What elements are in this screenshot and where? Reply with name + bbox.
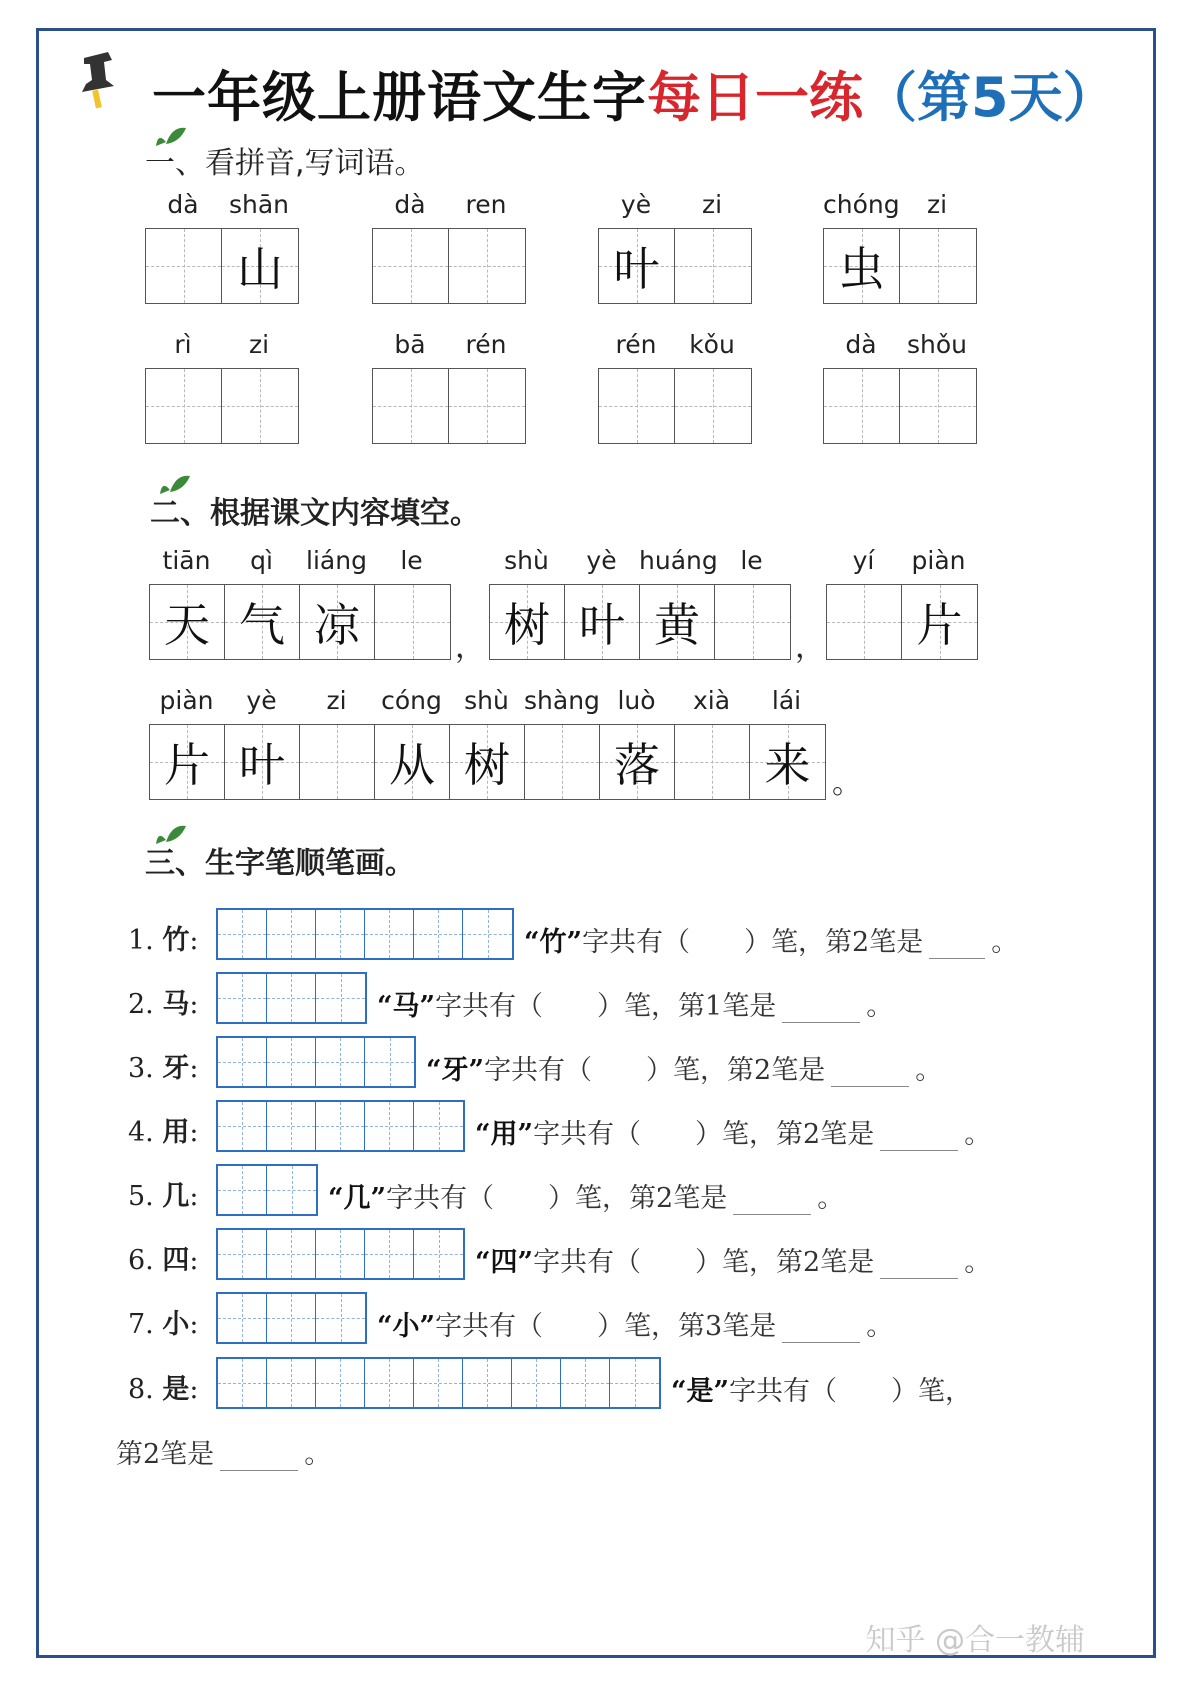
stroke-cell[interactable] <box>463 910 512 958</box>
item-char: 用 <box>162 1117 190 1148</box>
section-2-title: 二、根据课文内容填空。 <box>150 496 480 531</box>
char: 叶 <box>579 598 625 652</box>
pinyin: tiān <box>162 546 211 575</box>
pinyin: luò <box>617 686 656 715</box>
stroke-cell[interactable] <box>316 974 365 1022</box>
stroke-cell[interactable] <box>316 1102 365 1150</box>
char: 山 <box>237 242 283 296</box>
item-number: 4. <box>128 1117 163 1148</box>
stroke-cell[interactable] <box>365 1102 414 1150</box>
stroke-item-label: 2. 马: <box>128 989 199 1020</box>
stroke-cell[interactable] <box>512 1359 561 1407</box>
quoted-char: “几” <box>328 1183 387 1214</box>
char: 虫 <box>838 242 885 296</box>
stroke-cell[interactable] <box>267 1230 316 1278</box>
pinyin: yè <box>620 190 652 219</box>
tianzige-grid <box>145 228 299 304</box>
pinyin: dà <box>845 330 877 359</box>
title-part-3: （第5天） <box>863 65 1117 129</box>
tianzige-grid <box>489 584 791 660</box>
stroke-cell[interactable] <box>610 1359 659 1407</box>
stroke-cell[interactable] <box>218 910 267 958</box>
end-punct: 。 <box>964 1247 992 1278</box>
stroke-question <box>671 1369 972 1408</box>
stroke-cell[interactable] <box>365 910 414 958</box>
stroke-cell[interactable] <box>218 1230 267 1278</box>
pinyin: zi <box>701 190 723 219</box>
blank-char-cell[interactable] <box>675 369 751 443</box>
stroke-question <box>524 920 1018 959</box>
blank-char-cell[interactable] <box>525 725 600 799</box>
pinyin: zi <box>926 190 948 219</box>
char: 叶 <box>613 242 660 296</box>
char-cell <box>565 585 640 659</box>
stroke-cell[interactable] <box>316 1230 365 1278</box>
pinyin: shù <box>504 546 549 575</box>
end-punct: 。 <box>866 1311 894 1342</box>
stroke-cell[interactable] <box>267 1166 316 1214</box>
char-cell <box>150 585 225 659</box>
stroke-grid[interactable] <box>216 1357 661 1409</box>
pushpin-icon <box>74 50 120 110</box>
section-3-title: 三、生字笔顺笔画。 <box>145 846 415 881</box>
item-char: 小 <box>162 1309 190 1340</box>
blank-char-cell[interactable] <box>300 725 375 799</box>
item-number: 3. <box>128 1053 163 1084</box>
pinyin: chóng <box>823 190 900 219</box>
char-cell <box>375 725 450 799</box>
tianzige-grid <box>598 228 752 304</box>
blank-char-cell[interactable] <box>900 369 976 443</box>
quoted-char: “马” <box>377 991 436 1022</box>
answer-blank[interactable] <box>782 1316 860 1343</box>
char: 树 <box>504 598 550 652</box>
tianzige-grid <box>149 724 826 800</box>
stroke-item-label: 8. 是: <box>128 1374 199 1405</box>
stroke-cell[interactable] <box>414 1230 463 1278</box>
stroke-cell[interactable] <box>414 1359 463 1407</box>
pinyin: dà <box>167 190 199 219</box>
quoted-char: “小” <box>377 1311 436 1342</box>
stroke-cell[interactable] <box>561 1359 610 1407</box>
question-text: 字共有（ ）笔，第2笔是 <box>582 927 924 958</box>
comma: ， <box>795 630 825 665</box>
stroke-cell[interactable] <box>316 1359 365 1407</box>
stroke-cell[interactable] <box>218 974 267 1022</box>
stroke-grid[interactable] <box>216 1036 416 1088</box>
char: 天 <box>164 598 210 652</box>
tianzige-grid <box>598 368 752 444</box>
char-cell <box>599 229 675 303</box>
pinyin: piàn <box>159 686 214 715</box>
end-punct: 。 <box>304 1439 332 1470</box>
answer-blank[interactable] <box>831 1060 909 1087</box>
item-char: 竹 <box>162 925 190 956</box>
stroke-item-label: 1. 竹: <box>128 925 199 956</box>
question-text: 字共有（ ）笔，第1笔是 <box>435 991 777 1022</box>
pinyin: shǒu <box>906 330 967 359</box>
pinyin: yí <box>852 546 875 575</box>
watermark: 知乎 @合一教辅 <box>865 1623 1085 1658</box>
end-punct: 。 <box>991 927 1019 958</box>
pinyin: zi <box>326 686 347 715</box>
char: 气 <box>239 598 285 652</box>
pinyin: kǒu <box>689 330 735 359</box>
stroke-cell[interactable] <box>218 1038 267 1086</box>
item-char: 几 <box>162 1181 190 1212</box>
stroke-cell[interactable] <box>218 1102 267 1150</box>
tianzige-grid <box>372 228 526 304</box>
stroke-cell[interactable] <box>414 910 463 958</box>
stroke-grid[interactable] <box>216 908 514 960</box>
stroke-cell[interactable] <box>365 1359 414 1407</box>
quoted-char: “牙” <box>426 1055 485 1086</box>
stroke-item-label: 3. 牙: <box>128 1053 199 1084</box>
stroke-cell[interactable] <box>267 1102 316 1150</box>
end-punct: 。 <box>866 991 894 1022</box>
end-punct: 。 <box>964 1119 992 1150</box>
blank-char-cell[interactable] <box>373 229 449 303</box>
quoted-char: “四” <box>475 1247 534 1278</box>
stroke-cell[interactable] <box>267 974 316 1022</box>
tianzige-grid <box>823 368 977 444</box>
blank-char-cell[interactable] <box>373 369 449 443</box>
pinyin: zi <box>248 330 270 359</box>
char-cell <box>225 725 300 799</box>
stroke-question <box>475 1112 991 1151</box>
item-number: 6. <box>128 1245 163 1276</box>
stroke-cell[interactable] <box>218 1294 267 1342</box>
blank-char-cell[interactable] <box>375 585 450 659</box>
stroke-cell[interactable] <box>463 1359 512 1407</box>
pinyin: yè <box>246 686 277 715</box>
answer-blank[interactable] <box>733 1188 811 1215</box>
quoted-char: “用” <box>475 1119 534 1150</box>
char: 树 <box>464 738 510 792</box>
stroke-item-label: 6. 四: <box>128 1245 199 1276</box>
comma: ， <box>455 630 485 665</box>
question-text: 字共有（ ）笔，第2笔是 <box>533 1247 875 1278</box>
answer-blank[interactable] <box>929 932 985 959</box>
pinyin: bā <box>394 330 426 359</box>
stroke-question <box>377 984 893 1023</box>
pinyin: ren <box>465 190 507 219</box>
pinyin: shù <box>464 686 509 715</box>
char-cell <box>824 229 900 303</box>
blank-char-cell[interactable] <box>715 585 790 659</box>
end-punct: 。 <box>915 1055 943 1086</box>
stroke-grid[interactable] <box>216 1164 318 1216</box>
answer-blank[interactable] <box>880 1124 958 1151</box>
stroke-cell[interactable] <box>267 910 316 958</box>
pinyin: rén <box>615 330 657 359</box>
char-cell <box>902 585 977 659</box>
answer-blank[interactable] <box>880 1252 958 1279</box>
item-number: 5. <box>128 1181 163 1212</box>
stroke-grid[interactable] <box>216 1292 367 1344</box>
blank-char-cell[interactable] <box>146 369 222 443</box>
blank-char-cell[interactable] <box>599 369 675 443</box>
blank-char-cell[interactable] <box>675 229 751 303</box>
char: 落 <box>614 738 660 792</box>
pinyin: yè <box>586 546 617 575</box>
stroke-cell[interactable] <box>365 1230 414 1278</box>
blank-char-cell[interactable] <box>449 369 525 443</box>
question-text: 第2笔是 <box>116 1439 215 1470</box>
char-cell <box>450 725 525 799</box>
question-text: 字共有（ ）笔，第2笔是 <box>484 1055 826 1086</box>
char-cell <box>225 585 300 659</box>
char: 凉 <box>314 598 360 652</box>
item-char: 是 <box>162 1374 190 1405</box>
blank-char-cell[interactable] <box>222 369 298 443</box>
question-text: 字共有（ ）笔，第2笔是 <box>386 1183 728 1214</box>
char: 片 <box>916 598 963 652</box>
title-part-1: 一年级上册语文生字 <box>152 65 647 129</box>
question-text: 字共有（ ）笔， <box>729 1376 973 1407</box>
stroke-question <box>377 1304 893 1343</box>
pinyin: shān <box>228 190 290 219</box>
period: 。 <box>832 766 862 801</box>
blank-char-cell[interactable] <box>827 585 902 659</box>
char-cell <box>600 725 675 799</box>
stroke-cell[interactable] <box>218 1166 267 1214</box>
question-text: 字共有（ ）笔，第3笔是 <box>435 1311 777 1342</box>
stroke-cell[interactable] <box>414 1102 463 1150</box>
stroke-cell[interactable] <box>267 1038 316 1086</box>
tianzige-grid <box>145 368 299 444</box>
char-cell <box>300 585 375 659</box>
char-cell <box>222 229 298 303</box>
char: 叶 <box>239 738 285 792</box>
char-cell <box>150 725 225 799</box>
item-char: 牙 <box>162 1053 190 1084</box>
end-punct: 。 <box>817 1183 845 1214</box>
stroke-cell[interactable] <box>316 1294 365 1342</box>
blank-char-cell[interactable] <box>146 229 222 303</box>
stroke-item-label: 4. 用: <box>128 1117 199 1148</box>
blank-char-cell[interactable] <box>675 725 750 799</box>
stroke-question <box>328 1176 844 1215</box>
item-char: 马 <box>162 989 190 1020</box>
stroke-cell[interactable] <box>218 1359 267 1407</box>
pinyin: liáng <box>306 546 367 575</box>
stroke-cell[interactable] <box>316 1038 365 1086</box>
pinyin: qì <box>250 546 273 575</box>
pinyin: cóng <box>381 686 442 715</box>
item-number: 7. <box>128 1309 163 1340</box>
tianzige-grid <box>823 228 977 304</box>
stroke-cell[interactable] <box>267 1294 316 1342</box>
stroke-grid[interactable] <box>216 972 367 1024</box>
item-number: 1. <box>128 925 163 956</box>
char-cell <box>640 585 715 659</box>
item-char: 四 <box>162 1245 190 1276</box>
blank-char-cell[interactable] <box>449 229 525 303</box>
pinyin: huáng <box>639 546 718 575</box>
pinyin: shàng <box>524 686 600 715</box>
item-number: 2. <box>128 989 163 1020</box>
tianzige-grid <box>826 584 978 660</box>
stroke-item-label: 5. 几: <box>128 1181 199 1212</box>
item-8-continuation <box>116 1432 331 1471</box>
pinyin: piàn <box>911 546 966 575</box>
char-cell <box>750 725 825 799</box>
stroke-cell[interactable] <box>365 1038 414 1086</box>
stroke-item-label: 7. 小: <box>128 1309 199 1340</box>
item-number: 8. <box>128 1374 163 1405</box>
pinyin: rén <box>465 330 507 359</box>
char-cell <box>490 585 565 659</box>
pinyin: le <box>400 546 423 575</box>
char: 黄 <box>654 598 700 652</box>
stroke-cell[interactable] <box>267 1359 316 1407</box>
pinyin: dà <box>394 190 426 219</box>
answer-blank[interactable] <box>782 996 860 1023</box>
section-1-title: 一、看拼音,写词语。 <box>145 146 425 181</box>
tianzige-grid <box>149 584 451 660</box>
stroke-question <box>475 1240 991 1279</box>
blank-char-cell[interactable] <box>900 229 976 303</box>
char: 片 <box>164 738 210 792</box>
question-text: 字共有（ ）笔，第2笔是 <box>533 1119 875 1150</box>
stroke-cell[interactable] <box>316 910 365 958</box>
stroke-question <box>426 1048 942 1087</box>
char: 从 <box>389 738 435 792</box>
stroke-grid[interactable] <box>216 1228 465 1280</box>
answer-blank[interactable] <box>220 1444 298 1471</box>
blank-char-cell[interactable] <box>824 369 900 443</box>
title-part-2: 每日一练 <box>647 65 863 129</box>
char: 来 <box>764 738 811 792</box>
pinyin: xià <box>692 686 731 715</box>
quoted-char: “竹” <box>524 927 583 958</box>
stroke-grid[interactable] <box>216 1100 465 1152</box>
pinyin: rì <box>174 330 192 359</box>
tianzige-grid <box>372 368 526 444</box>
pinyin: le <box>740 546 763 575</box>
quoted-char: “是” <box>671 1376 730 1407</box>
pinyin: lái <box>771 686 802 715</box>
page-title <box>152 48 1117 138</box>
